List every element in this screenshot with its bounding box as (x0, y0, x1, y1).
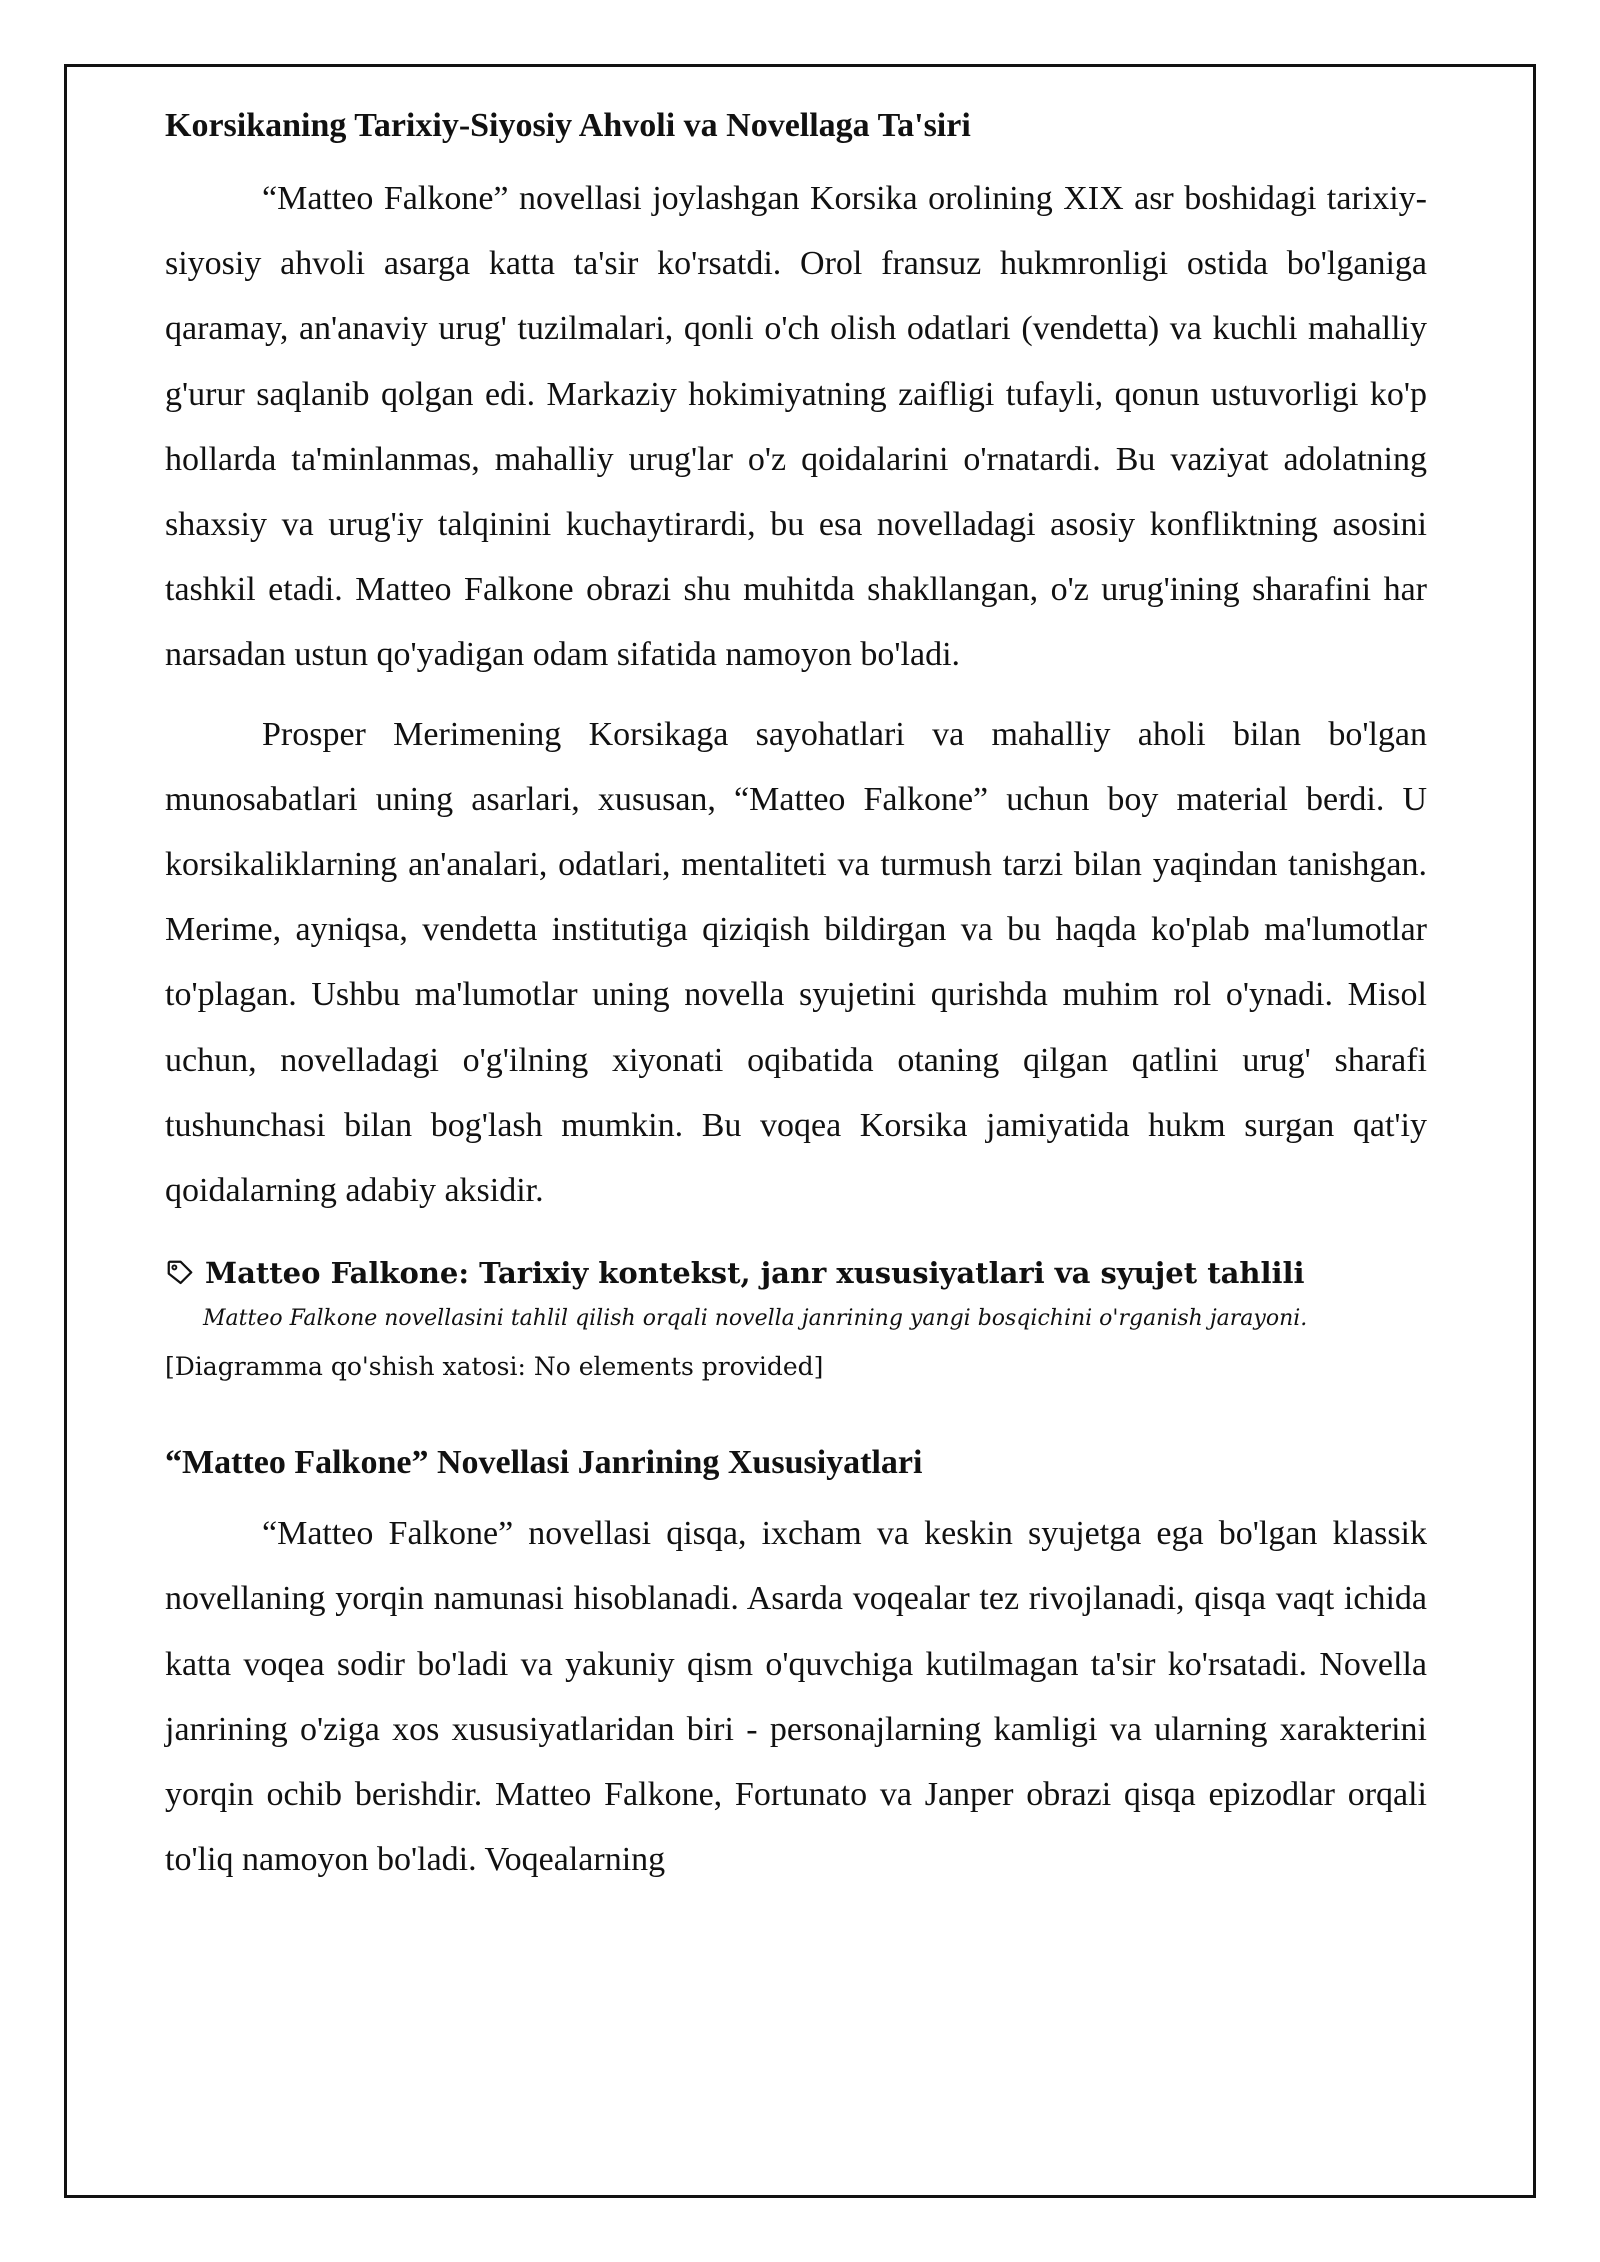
diagram-title-text: Matteo Falkone: Tarixiy kontekst, janr xususiyatlari va syujet tahlili (205, 1256, 1305, 1291)
document-content (165, 102, 1427, 1892)
section-heading: Korsikaning Tarixiy-Siyosiy Ahvoli va Novellaga Ta'siri (165, 107, 971, 144)
diagram-title (165, 1251, 1427, 1295)
paragraph: “Matteo Falkone” novellasi joylashgan Korsika orolining XIX asr boshidagi tarixiy-siyosiy ahvoli asarga katta ta'sir ko'rsatdi. Orol fransuz hukmronligi ostida bo'lganiga qaramay, an'anaviy urug' tuzilmalari, qonli o'ch olish odatlari (vendetta) va kuchli mahalliy g'urur saqlanib qolgan edi. Markaziy hokimiyatning zaifligi tufayli, qonun ustuvorligi ko'p hollarda ta'minlanmas, mahalliy urug'lar o'z qoidalarini o'rnatardi. Bu vaziyat adolatning shaxsiy va urug'iy talqinini kuchaytirardi, bu esa novelladagi asosiy konfliktning asosini tashkil etadi. Matteo Falkone obrazi shu muhitda shakllangan, o'z urug'ining sharafini har narsadan ustun qo'yadigan odam sifatida namoyon bo'ladi. (165, 180, 1427, 674)
diagram-error: [Diagramma qo'shish xatosi: No elements provided] (165, 1352, 824, 1382)
tag-icon (165, 1258, 195, 1288)
section-heading: “Matteo Falkone” Novellasi Janrining Xususiyatlari (165, 1444, 923, 1482)
paragraph: Prosper Merimening Korsikaga sayohatlari va mahalliy aholi bilan bo'lgan munosabatlari uning asarlari, xususan, “Matteo Falkone” uchun boy material berdi. U korsikaliklarning an'analari, odatlari, mentaliteti va turmush tarzi bilan yaqindan tanishgan. Merime, ayniqsa, vendetta institutiga qiziqish bildirgan va bu haqda ko'plab ma'lumotlar to'plagan. Ushbu ma'lumotlar uning novella syujetini qurishda muhim rol o'ynadi. Misol uchun, novelladagi o'g'ilning xiyonati oqibatida otaning qilgan qatlini urug' sharafi tushunchasi bilan bog'lash mumkin. Bu voqea Korsika jamiyatida hukm surgan qat'iy qoidalarning adabiy aksidir. (165, 715, 1427, 1210)
diagram-note (165, 1251, 1427, 1387)
diagram-caption: Matteo Falkone novellasini tahlil qilish orqali novella janrining yangi bosqichini o'rganish jarayoni. (203, 1306, 1308, 1332)
paragraph: “Matteo Falkone” novellasi qisqa, ixcham va keskin syujetga ega bo'lgan klassik novellaning yorqin namunasi hisoblanadi. Asarda voqealar tez rivojlanadi, qisqa vaqt ichida katta voqea sodir bo'ladi va yakuniy qism o'quvchiga kutilmagan ta'sir ko'rsatadi. Novella janrining o'ziga xos xususiyatlaridan biri - personajlarning kamligi va ularning xarakterini yorqin ochib berishdir. Matteo Falkone, Fortunato va Janper obrazi qisqa epizodlar orqali to'liq namoyon bo'ladi. Voqealarning (165, 1515, 1427, 1879)
